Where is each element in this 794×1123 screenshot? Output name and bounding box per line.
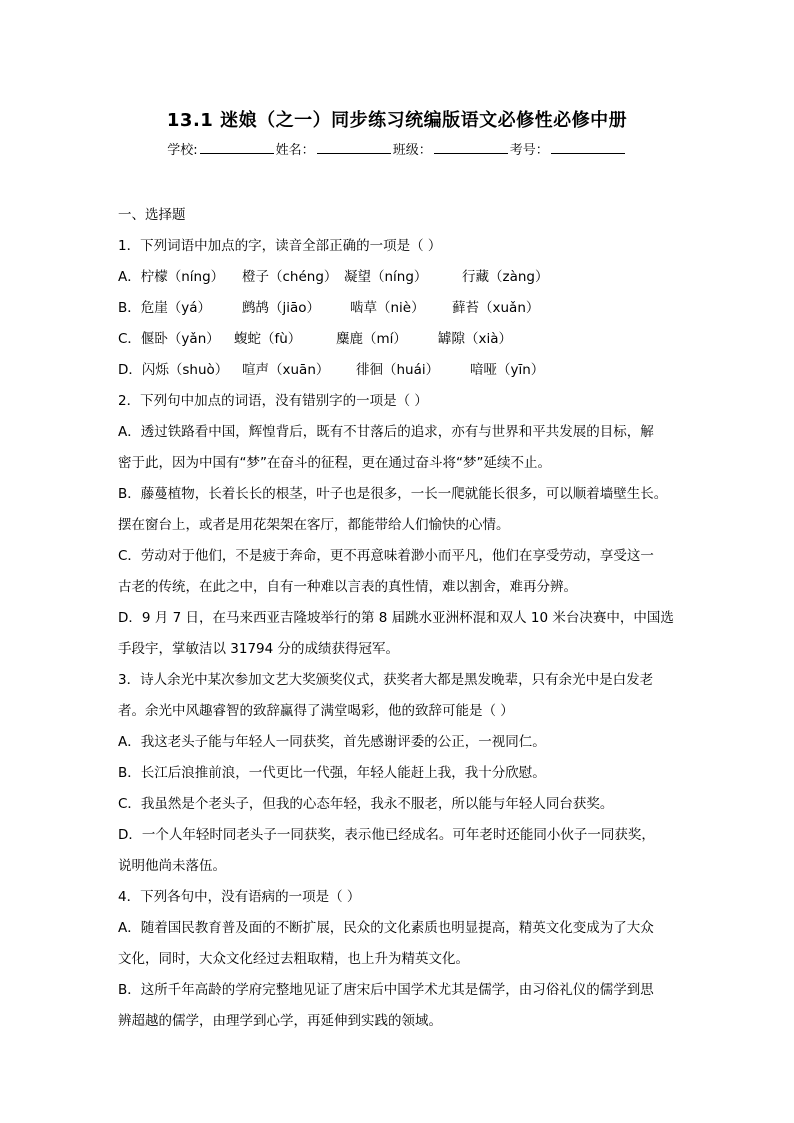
option-b-word-3: 啮草（niè）: [350, 300, 425, 316]
question-1-option-c: [118, 324, 678, 355]
name-label: 姓名：: [275, 143, 315, 158]
option-a-word-1: A．柠檬（níng）: [118, 269, 225, 285]
option-a-word-2: 橙子（chéng）: [242, 269, 338, 285]
question-3-option-c: C．我虽然是个老头子，但我的心态年轻，我永不服老，所以能与年轻人同台获奖。: [118, 796, 614, 812]
option-c-word-3: 麋鹿（mí）: [336, 331, 407, 347]
question-2-option-d-line-2: 手段宇，掌敏洁以 31794 分的成绩获得冠军。: [118, 641, 400, 657]
question-2-option-b-line-2: 摆在窗台上，或者是用花架架在客厅，都能带给人们愉快的心情。: [118, 517, 510, 533]
option-c-word-2: 蝮蛇（fù）: [234, 331, 302, 347]
option-a-word-4: 行藏（zàng）: [462, 269, 549, 285]
name-blank[interactable]: [317, 139, 391, 154]
school-label: 学校:: [167, 143, 198, 158]
section-heading: 一、选择题: [118, 207, 186, 223]
exam-number-label: 考号：: [509, 143, 549, 158]
question-3-option-b: B．长江后浪推前浪，一代更比一代强，年轻人能赶上我，我十分欣慰。: [118, 765, 546, 781]
question-4-option-b-line-2: 辨超越的儒学，由理学到心学，再延伸到实践的领域。: [118, 1013, 442, 1029]
question-4-option-a-line-2: 文化，同时，大众文化经过去粗取精，也上升为精英文化。: [118, 951, 469, 967]
question-3-option-a: A．我这老头子能与年轻人一同获奖，首先感谢评委的公正，一视同仁。: [118, 734, 546, 750]
question-1-option-d: [118, 355, 678, 386]
question-content: [118, 200, 678, 1037]
page-title: 13.1 迷娘（之一）同步练习统编版语文必修性必修中册: [166, 110, 628, 131]
question-1-option-a: [118, 262, 678, 293]
class-blank[interactable]: [434, 139, 508, 154]
question-2-option-c-line-1: C．劳动对于他们，不是疲于奔命，更不再意味着渺小而平凡，他们在享受劳动，享受这一: [118, 548, 654, 564]
question-4-stem: 4．下列各句中，没有语病的一项是（ ）: [118, 889, 361, 905]
question-2-option-a-line-2: 密于此，因为中国有“梦”在奋斗的征程，更在通过奋斗将“梦”延续不止。: [118, 455, 551, 471]
option-d-word-1: D．闪烁（shuò）: [118, 362, 229, 378]
question-1-option-b: [118, 293, 678, 324]
option-b-word-2: 鹧鸪（jiāo）: [242, 300, 321, 316]
class-label: 班级：: [392, 143, 432, 158]
option-c-word-4: 罅隙（xià）: [438, 331, 513, 347]
exam-number-blank[interactable]: [551, 139, 625, 154]
question-3-stem-line-2: 者。余光中风趣睿智的致辞赢得了满堂喝彩，他的致辞可能是（ ）: [118, 703, 514, 719]
option-d-word-3: 徘徊（huái）: [356, 362, 440, 378]
question-2-option-a-line-1: A．透过铁路看中国，辉惶背后，既有不甘落后的追求，亦有与世界和平共发展的目标，解: [118, 424, 654, 440]
option-d-word-4: 喑哑（yīn）: [470, 362, 545, 378]
option-a-word-3: 凝望（níng）: [344, 269, 428, 285]
school-blank[interactable]: [200, 139, 274, 154]
question-2-option-b-line-1: B．藤蔓植物，长着长长的根茎，叶子也是很多，一长一爬就能长很多，可以顺着墙壁生长。: [118, 486, 668, 502]
question-1-stem: 1．下列词语中加点的字，读音全部正确的一项是（ ）: [118, 238, 442, 254]
question-2-stem: 2．下列句中加点的词语，没有错别字的一项是（ ）: [118, 393, 428, 409]
student-info-line: [0, 139, 794, 158]
question-2-option-c-line-2: 古老的传统，在此之中，自有一种难以言表的真性情，难以割舍，难再分辨。: [118, 579, 577, 595]
question-3-option-d-line-2: 说明他尚未落伍。: [118, 858, 226, 874]
question-4-option-a-line-1: A．随着国民教育普及面的不断扩展，民众的文化素质也明显提高，精英文化变成为了大众: [118, 920, 654, 936]
option-b-word-1: B．危崖（yá）: [118, 300, 212, 316]
question-4-option-b-line-1: B．这所千年高龄的学府完整地见证了唐宋后中国学术尤其是儒学，由习俗礼仪的儒学到思: [118, 982, 654, 998]
question-2-option-d-line-1: D．9 月 7 日，在马来西亚吉隆坡举行的第 8 届跳水亚洲杯混和双人 10 米台决赛中，中国选: [118, 610, 674, 626]
option-b-word-4: 藓苔（xuǎn）: [452, 300, 540, 316]
option-d-word-2: 喧声（xuān）: [242, 362, 330, 378]
question-3-stem-line-1: 3．诗人余光中某次参加文艺大奖颁奖仪式，获奖者大都是黑发晚辈，只有余光中是白发老: [118, 672, 654, 688]
option-c-word-1: C．偃卧（yǎn）: [118, 331, 220, 347]
question-3-option-d-line-1: D．一个人年轻时同老头子一同获奖，表示他已经成名。可年老时还能同小伙子一同获奖，: [118, 827, 655, 843]
